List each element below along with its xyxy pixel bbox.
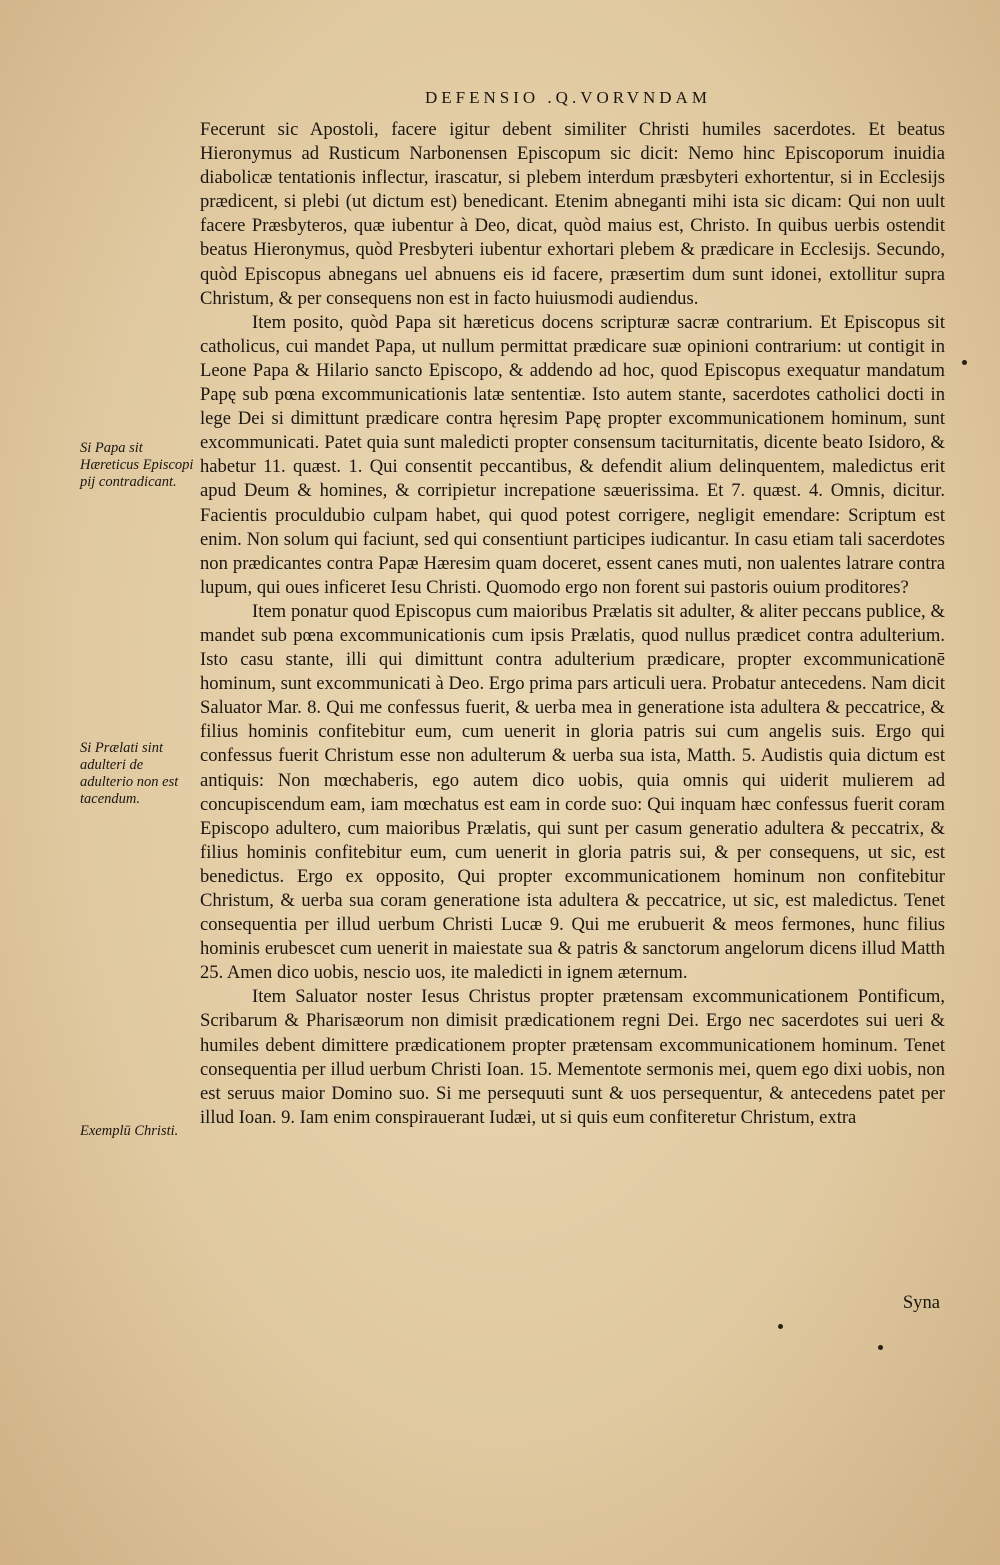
ink-speck: [962, 360, 967, 365]
marginal-note-exemplum: Exemplū Christi.: [80, 1123, 179, 1139]
paragraph-4: Item Saluator noster Iesus Christus propter prætensam excommunicationem Pontificum, Scribarum & Pharisæorum non dimisit prædicationem regni Dei. Ergo nec sacerdotes sui ueri & humiles debent dimittere prædicationem propter prætensam excommunicationem hominum. Tenet consequentia per illud uerbum Christi Ioan. 15. Mementote sermonis mei, quem ego dixi uobis, non est seruus maior Domino suo. Si me persequuti sunt & uos persequentur, & antecedens patet per illud Ioan. 9. Iam enim conspirauerant Iudæi, ut si quis eum confiteretur Christum, extra: [200, 986, 945, 1128]
paragraph-1: Fecerunt sic Apostoli, facere igitur debent similiter Christi humiles sacerdotes. Et beatus Hieronymus ad Rusticum Narbonensen Episcopum sic dicit: Nemo hinc Episcoporum inuidia diabolicæ tentationis inflectur, irascatur, si plebem interdum præsbyteri exhortentur, si in Ecclesijs prædicent, si plebi (ut dictum est) benedicant. Etenim abneganti mihi ista sic dicam: Qui non uult facere Præsbyteros, quæ iubentur à Deo, dicat, quòd maius est, Christo. In quibus uerbis ostendit beatus Hieronymus, quòd Presbyteri iubentur exhortari plebem & prædicare in Ecclesijs. Secundo, quòd Episcopus abnegans uel abnuens eis id facere, præsertim dum sunt idonei, extollitur supra Christum, & per consequens non est in facto huiusmodi audiendus.: [200, 119, 945, 309]
catchword: Syna: [902, 1292, 940, 1313]
main-text: [200, 118, 945, 1130]
ink-speck: [878, 1345, 883, 1350]
paragraph-2: Item posito, quòd Papa sit hæreticus docens scripturæ sacræ contrarium. Et Episcopus sit catholicus, cui mandet Papa, ut nullum permittat prædicare suæ opinioni contrarium: ut contigit in Leone Papa & Hilario sancto Episcopo, & addendo ad hoc, quod Episcopus exequatur mandatum Papę sub pœna excommunicationis latæ sententiæ. Isto autem stante, sacerdotes catholici docti in lege Dei si dimittunt prædicare contra hęresim Papę propter excommunicationem hominum, sunt excommunicati. Patet quia sunt maledicti propter consensum taciturnitatis, dicente beato Isidoro, & habetur 11. quæst. 1. Qui consentit peccantibus, & defendit alium delinquentem, maledictus erit apud Deum & homines, & corripietur increpatione sæuerissima. Et 7. quæst. 4. Omnis, dicitur. Facientis proculdubio culpam habet, qui quod potest corrigere, negligit emendare: Scriptum est enim. Non solum qui faciunt, sed qui consentiunt participes iudicantur. In casu etiam tali sacerdotes non prædicantes contra Papæ Hæresim quam doceret, essent canes muti, non ualentes latrare contra lupum, qui oues inficeret Iesu Christi. Quomodo ergo non forent sui pastoris ouium proditores?: [200, 311, 945, 598]
paragraph-3: Item ponatur quod Episcopus cum maioribus Prælatis sit adulter, & aliter peccans publice, & mandet sub pœna excommunicationis cum ipsis Prælatis, quod nullus prædicet contra adulterium. Isto casu stante, illi qui dimittunt contra adulterium prædicare, propter excommunicationē hominum, sunt excommunicati à Deo. Ergo prima pars articuli uera. Probatur antecedens. Nam dicit Saluator Mar. 8. Qui me confessus fuerit, & uerba mea in generatione ista adultera & peccatrice, & filius hominis confitebitur eum, cum uenerit in gloria patris sui cum angelis suis. Ergo qui confessus fuerit Christum esse non adulterum & uerba sua ista, Matth. 5. Audistis quia dictum est antiquis: Non mœchaberis, ego autem dico uobis, quia omnis qui uiderit mulierem ad concupiscendum eam, iam mœchatus est eam in corde suo: Qui inquam hæc confessus fuerit coram Episcopo adultero, cum maioribus Prælatis, qui sunt per casum generatio adultera & peccatrix, & filius hominis confitebitur eum, cum uenerit in gloria patris sui, & per consequens, ut sic, est benedictus. Ergo ex opposito, Qui propter excommunicationem hominum non confitebitur Christum, & uerba sua coram generatione ista adultera & peccatrice, ut sic, est maledictus. Tenet consequentia per illud uerbum Christi Lucæ 9. Qui me erubuerit & meos fermones, hunc filius hominis erubescet cum uenerit in maiestate sua & patris & sanctorum angelorum dicens illud Matth 25. Amen dico uobis, nescio uos, ite maledicti in ignem æternum.: [200, 600, 945, 984]
marginal-note-prelati: Si Prælati sint adulteri de adulterio non est tacendum.: [80, 740, 179, 807]
ink-speck: [778, 1324, 783, 1329]
running-head: DEFENSIO .Q.VORVNDAM: [425, 88, 711, 107]
marginal-note-papa: Si Papa sit Hæreticus Episcopi pij contradicant.: [80, 440, 194, 490]
